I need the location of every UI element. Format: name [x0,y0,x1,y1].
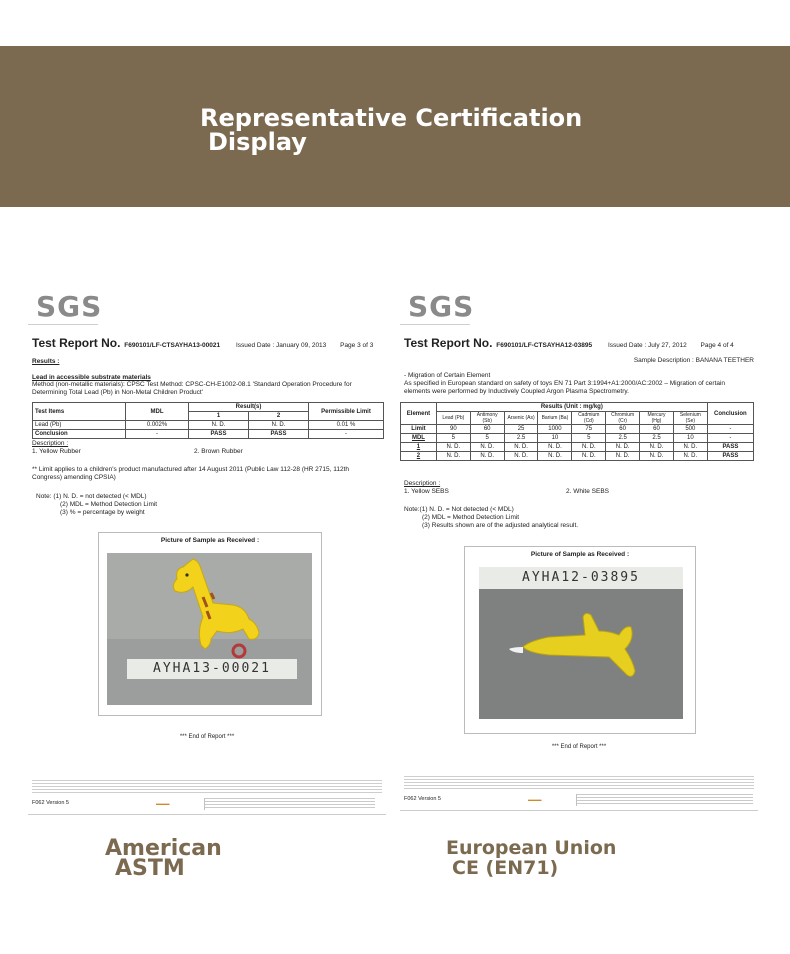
banana-sample-photo [479,567,683,719]
table-cell: N. D. [470,443,504,452]
table-row [33,430,384,439]
table-cell: PASS [707,452,753,461]
table-cell: N. D. [436,443,470,452]
giraffe-sample-photo [107,553,312,705]
note-1: Note: (1) N. D. = not detected (< MDL) [36,493,147,500]
footer-rule [28,814,386,815]
table-cell: 90 [436,425,470,434]
spec-line-1: As specified in European standard on safety of toys EN 71 Part 3:1994+A1:2000/AC:2002 – Migration of certain [404,380,726,387]
col-barium: Barium (Ba) [538,412,572,425]
table-cell: N. D. [470,452,504,461]
end-of-report: *** End of Report *** [551,744,607,750]
table-cell: N. D. [504,452,538,461]
description-item-2: 2. White SEBS [566,488,609,495]
table-cell: N. D. [538,443,572,452]
method-line-2: Determining Total Lead (Pb) in Non-Metal Children Product' [32,389,203,396]
form-version: F062 Version 5 [32,800,69,806]
sample-label: AYHA12-03895 [479,567,683,589]
sample-label: AYHA13-00021 [127,659,297,679]
sample-photo-frame [98,532,322,716]
limit-note-line-2: Congress) amending CPSIA) [32,474,116,481]
col-antimony: Antimony (Sb) [470,412,504,425]
table-cell: N. D. [673,443,707,452]
sgs-logo: SGS [36,290,103,323]
col-result-2: 2 [249,412,309,421]
table-cell: PASS [249,430,309,439]
col-arsenic: Arsenic (As) [504,412,538,425]
col-lead: Lead (Pb) [436,412,470,425]
col-test-items: Test Items [33,403,126,421]
note-2: (2) MDL = Method Detection Limit [422,514,520,521]
table-cell: PASS [707,443,753,452]
report-title: Test Report No. [32,336,121,350]
table-row [33,421,384,430]
logo-divider [28,324,98,325]
table-cell: Lead (Pb) [33,421,126,430]
table-cell: 25 [504,425,538,434]
footer-address [204,798,375,810]
footer-company-logo: ▬▬▬ [156,801,170,806]
astm-label-line2: ASTM [115,856,185,881]
table-cell: N. D. [606,443,640,452]
table-cell: N. D. [640,452,674,461]
giraffe-teether-image [107,553,312,705]
table-cell: 2 [401,452,437,461]
table-cell: - [707,434,753,443]
spec-line-2: elements were performed by Inductively Coupled Argon Plasma Spectrometry. [404,388,629,395]
table-cell: 2.5 [504,434,538,443]
table-row [401,425,754,434]
page-number: Page 3 of 3 [340,342,374,349]
table-cell: 5 [572,434,606,443]
table-cell: 60 [640,425,674,434]
col-conclusion: Conclusion [707,403,753,425]
banner-title-line2: Display [208,128,307,156]
sgs-logo: SGS [408,290,475,323]
table-cell: 5 [436,434,470,443]
method-line-1: Method (non-metallic materials): CPSC Test Method: CPSC-CH-E1002-08.1 'Standard Operation Procedure for [32,381,352,388]
report-number: F690101/LF-CTSAYHA13-00021 [124,342,221,349]
issued-date: Issued Date : July 27, 2012 [607,342,687,349]
page-number: Page 4 of 4 [700,342,734,349]
table-cell: 10 [538,434,572,443]
col-cadmium: Cadmium (Cd) [572,412,606,425]
end-of-report: *** End of Report *** [179,734,235,740]
col-mdl: MDL [126,403,189,421]
astm-test-report [28,290,386,822]
footer-company-logo: ▬▬▬ [528,797,542,802]
table-cell: N. D. [572,452,606,461]
migration-heading: - Migration of Certain Element [404,372,491,379]
picture-caption: Picture of Sample as Received : [530,551,630,558]
note-3: (3) % = percentage by weight [60,509,145,516]
section-heading: Lead in accessible substrate materials [32,374,151,381]
table-cell: N. D. [504,443,538,452]
table-cell: N. D. [640,443,674,452]
footer-rule [400,810,758,811]
table-cell: 500 [673,425,707,434]
astm-label-line1: American [105,836,222,861]
note-1: Note:(1) N. D. = Not detected (< MDL) [404,506,514,513]
col-chromium: Chromium (Cr) [606,412,640,425]
table-cell: Conclusion [33,430,126,439]
table-cell: N. D. [189,421,249,430]
description-heading: Description : [32,440,69,447]
description-item-2: 2. Brown Rubber [194,448,243,455]
table-cell: - [707,425,753,434]
col-element: Element [401,403,437,425]
migration-results-table [400,402,754,461]
table-cell: 2.5 [606,434,640,443]
table-cell: 1 [401,443,437,452]
description-item-1: 1. Yellow SEBS [404,488,449,495]
table-cell: 5 [470,434,504,443]
legal-fine-print [404,776,754,790]
banner-title-line1: Representative Certification [200,104,583,132]
banana-teether-image [479,567,683,719]
table-cell: N. D. [249,421,309,430]
table-cell: 2.5 [640,434,674,443]
report-header [404,336,754,350]
table-cell: N. D. [538,452,572,461]
en71-test-report [400,290,758,822]
astm-label [105,836,222,881]
table-cell: 0.01 % [309,421,384,430]
table-cell: 75 [572,425,606,434]
table-cell: - [126,430,189,439]
logo-divider [400,324,470,325]
table-cell: 10 [673,434,707,443]
sample-description: Sample Description : BANANA TEETHER [633,357,754,364]
table-cell: Limit [401,425,437,434]
note-2: (2) MDL = Method Detection Limit [60,501,158,508]
table-cell: 0.002% [126,421,189,430]
table-cell: PASS [189,430,249,439]
col-permissible-limit: Permissible Limit [309,403,384,421]
footer-address [576,794,753,806]
description-item-1: 1. Yellow Rubber [32,448,81,455]
note-3: (3) Results shown are of the adjusted analytical result. [422,522,579,529]
report-title: Test Report No. [404,336,493,350]
table-row [401,443,754,452]
table-cell: N. D. [673,452,707,461]
banner-title [200,106,620,154]
picture-caption: Picture of Sample as Received : [160,537,260,544]
form-version: F062 Version 5 [404,796,441,802]
col-results-unit: Results (Unit : mg/kg) [436,403,707,412]
table-cell: 60 [470,425,504,434]
table-cell: - [309,430,384,439]
table-cell: N. D. [572,443,606,452]
legal-fine-print [32,780,382,794]
col-results: Result(s) [189,403,309,412]
report-header [32,336,382,350]
table-row [401,434,754,443]
table-cell: 60 [606,425,640,434]
lead-results-table [32,402,384,439]
col-result-1: 1 [189,412,249,421]
col-selenium: Selenium (Se) [673,412,707,425]
en71-label-line2: CE (EN71) [452,857,559,879]
report-number: F690101/LF-CTSAYHA12-03895 [496,342,593,349]
table-row [401,452,754,461]
issued-date: Issued Date : January 09, 2013 [235,342,327,349]
description-heading: Description : [404,480,441,487]
table-cell: MDL [401,434,437,443]
table-cell: 1000 [538,425,572,434]
results-heading: Results : [32,358,60,365]
en71-label-line1: European Union [446,837,617,859]
table-cell: N. D. [436,452,470,461]
en71-label [446,838,616,878]
table-cell: N. D. [606,452,640,461]
col-mercury: Mercury (Hg) [640,412,674,425]
limit-note-line-1: ** Limit applies to a children's product manufactured after 14 August 2011 (Public Law 112-28 (HR 2715, 112th [32,466,350,473]
sample-photo-frame [464,546,696,734]
